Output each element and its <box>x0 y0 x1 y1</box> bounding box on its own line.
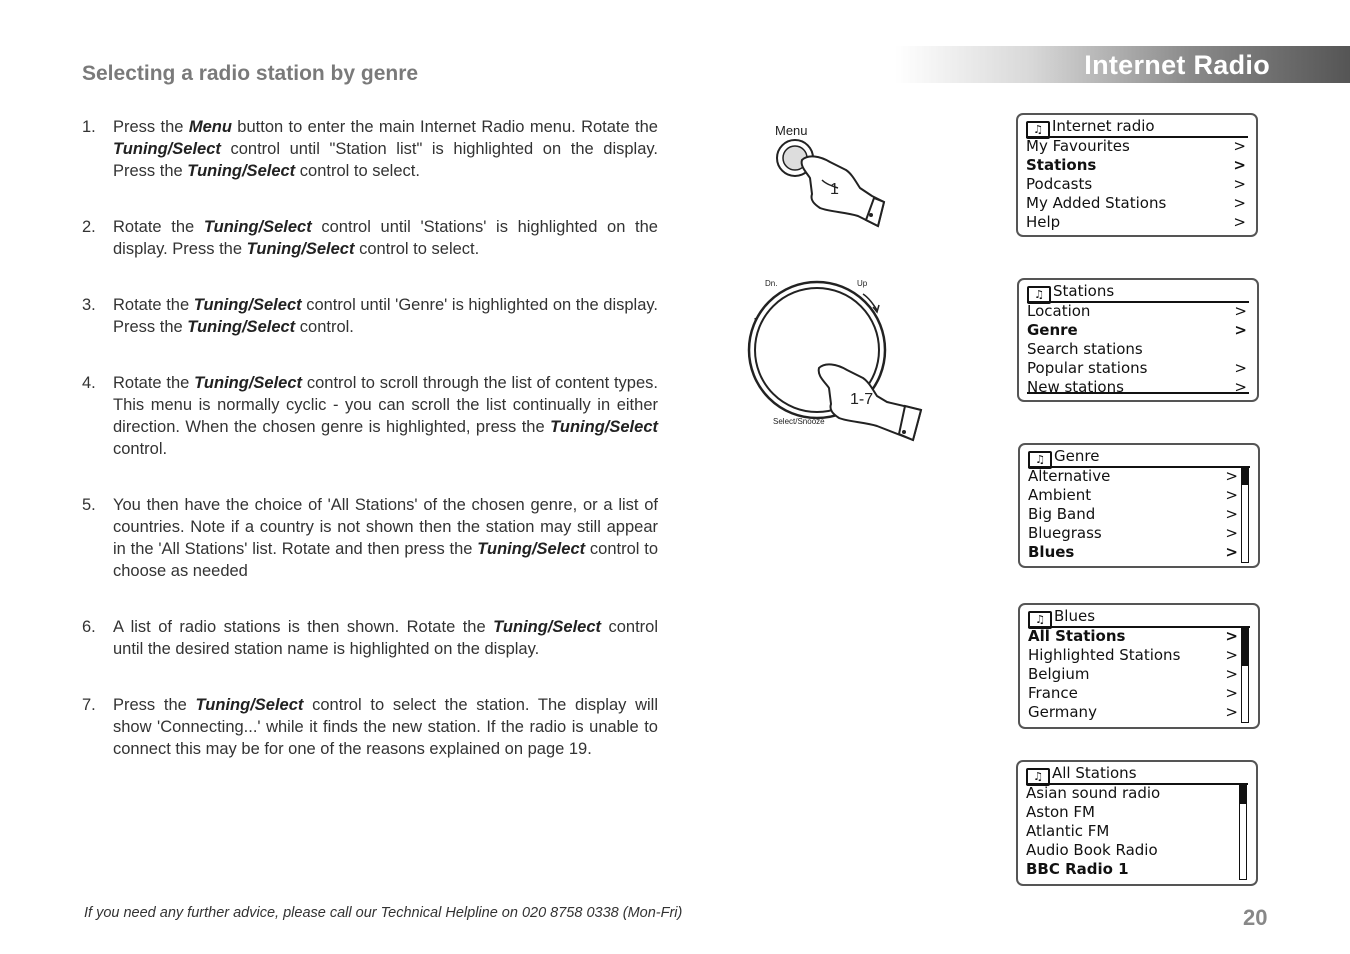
screen-title: ♫ Internet radio <box>1026 116 1248 138</box>
chevron-right-icon: > <box>1225 684 1238 702</box>
screen-menu-item: Popular stations > <box>1027 359 1247 377</box>
keyword: Tuning/Select <box>194 374 303 392</box>
step-5: 5. You then have the choice of 'All Stations' of the chosen genre, or a list of countries. Note if a country is not shown then the station may still appear in the 'All Stations' list. Rotate and then press the Tuning/Select control to choose as needed <box>82 496 658 580</box>
chevron-right-icon: > <box>1234 321 1247 339</box>
chevron-right-icon: > <box>1225 524 1238 542</box>
chevron-right-icon: > <box>1225 486 1238 504</box>
screen-menu-item: New stations > <box>1027 378 1247 396</box>
screen-menu-item: Big Band > <box>1028 505 1238 523</box>
chevron-right-icon: > <box>1233 175 1246 193</box>
keyword: Tuning/Select <box>246 240 355 258</box>
screen-scrollbar <box>1239 784 1247 880</box>
step-2: 2. Rotate the Tuning/Select control until 'Stations' is highlighted on the display. Press the Tuning/Select control to select. <box>82 218 658 258</box>
chevron-right-icon: > <box>1234 302 1247 320</box>
step-number: 4. <box>82 374 96 392</box>
screen-title: ♫ Genre <box>1028 446 1250 468</box>
screen-menu-item: All Stations > <box>1028 627 1238 645</box>
screen-menu-item: Ambient > <box>1028 486 1238 504</box>
tuning-dial-illustration <box>745 274 930 446</box>
keyword: Tuning/Select <box>477 540 586 558</box>
step-1: 1. Press the Menu button to enter the main Internet Radio menu. Rotate the Tuning/Select control until "Station list" is highlighted on the display. Press the Tuning/Select control to select. <box>82 118 658 180</box>
screen-menu <box>1028 627 1238 722</box>
keyword: Menu <box>188 118 232 136</box>
screen-menu-item: Highlighted Stations > <box>1028 646 1238 664</box>
keyword: Tuning/Select <box>193 296 302 314</box>
screen-menu-item: Bluegrass > <box>1028 524 1238 542</box>
screen-menu-item: Atlantic FM <box>1026 822 1110 840</box>
chevron-right-icon: > <box>1225 665 1238 683</box>
screen-divider <box>1027 392 1249 394</box>
screen-menu-item: My Favourites > <box>1026 137 1246 155</box>
step-callout: 1 <box>830 181 839 198</box>
footer-helpline-note: If you need any further advice, please call our Technical Helpline on 020 8758 0338 (Mon-Fri) <box>84 905 683 921</box>
keyword: Tuning/Select <box>187 162 296 180</box>
step-7: 7. Press the Tuning/Select control to select the station. The display will show 'Connecting...' while it finds the new station. If the radio is unable to connect this may be for one of the reasons explained on page 19. <box>82 696 658 758</box>
step-number: 7. <box>82 696 96 714</box>
screen-menu-item: Germany > <box>1028 703 1238 721</box>
screen-menu-item: Help > <box>1026 213 1246 231</box>
lcd-screen-all-stations <box>1016 760 1258 886</box>
header-band <box>895 46 1350 83</box>
screen-menu-item: BBC Radio 1 <box>1026 860 1129 878</box>
screen-scrollbar <box>1241 467 1249 563</box>
dial-up-label: Up <box>857 279 868 288</box>
screen-menu-item: Podcasts > <box>1026 175 1246 193</box>
step-number: 1. <box>82 118 96 136</box>
music-note-icon: ♫ <box>1026 768 1050 786</box>
screen-menu-item: Location > <box>1027 302 1247 320</box>
music-note-icon: ♫ <box>1028 611 1052 629</box>
keyword: Tuning/Select <box>113 140 221 158</box>
menu-button-illustration <box>760 118 900 230</box>
lcd-screen-genre <box>1018 443 1260 568</box>
page-number: 20 <box>1243 905 1268 930</box>
step-number: 3. <box>82 296 96 314</box>
chevron-right-icon: > <box>1233 156 1246 174</box>
screen-menu <box>1026 784 1236 879</box>
screen-menu-item: Genre > <box>1027 321 1247 339</box>
keyword: Tuning/Select <box>203 218 312 236</box>
step-6: 6. A list of radio stations is then shown. Rotate the Tuning/Select control until the desired station name is highlighted on the display. <box>82 618 659 658</box>
chevron-right-icon: > <box>1225 627 1238 645</box>
screen-menu-item: Audio Book Radio <box>1026 841 1158 859</box>
chevron-right-icon: > <box>1225 646 1238 664</box>
step-4: 4. Rotate the Tuning/Select control to scroll through the list of content types. This menu is normally cyclic - you can scroll the list continually in either direction. When the chosen genre is highlighted, press the Tuning/Select control. <box>82 374 658 458</box>
step-number: 6. <box>82 618 96 636</box>
chevron-right-icon: > <box>1225 505 1238 523</box>
step-number: 2. <box>82 218 96 236</box>
chevron-right-icon: > <box>1233 194 1246 212</box>
keyword: Tuning/Select <box>195 696 304 714</box>
lcd-screen-internet-radio <box>1016 113 1258 237</box>
chevron-right-icon: > <box>1234 359 1247 377</box>
steps-list <box>82 116 658 760</box>
screen-menu-item: Belgium > <box>1028 665 1238 683</box>
screen-scrollbar <box>1241 627 1249 723</box>
screen-menu <box>1028 467 1238 562</box>
step-callout: 1-7 <box>850 391 874 408</box>
music-note-icon: ♫ <box>1027 286 1051 304</box>
screen-menu-item: France > <box>1028 684 1238 702</box>
chevron-right-icon: > <box>1225 467 1238 485</box>
header-title: Internet Radio <box>1084 50 1270 80</box>
screen-menu-item: Stations > <box>1026 156 1246 174</box>
lcd-screen-blues <box>1018 603 1260 729</box>
music-note-icon: ♫ <box>1028 451 1052 469</box>
screen-menu-item: Blues > <box>1028 543 1238 561</box>
chevron-right-icon: > <box>1234 378 1247 396</box>
keyword: Tuning/Select <box>493 618 602 636</box>
chevron-right-icon: > <box>1225 703 1238 721</box>
dial-dn-label: Dn. <box>765 279 778 288</box>
screen-title: ♫ Blues <box>1028 606 1250 628</box>
keyword: Tuning/Select <box>550 418 658 436</box>
step-number: 5. <box>82 496 96 514</box>
screen-title: ♫ All Stations <box>1026 763 1248 785</box>
screen-menu <box>1027 302 1247 397</box>
section-title: Selecting a radio station by genre <box>82 62 419 85</box>
screen-menu-item: Asian sound radio <box>1026 784 1161 802</box>
screen-menu-item: Search stations <box>1027 340 1143 358</box>
pointing-hand-icon <box>802 156 884 226</box>
dial-select-label: Select/Snooze <box>773 417 825 426</box>
chevron-right-icon: > <box>1233 137 1246 155</box>
step-3: 3. Rotate the Tuning/Select control until 'Genre' is highlighted on the display. Press the Tuning/Select control. <box>82 296 658 336</box>
screen-title: ♫ Stations <box>1027 281 1249 303</box>
screen-menu <box>1026 137 1246 232</box>
screen-menu-item: My Added Stations > <box>1026 194 1246 212</box>
chevron-right-icon: > <box>1225 543 1238 561</box>
chevron-right-icon: > <box>1233 213 1246 231</box>
screen-menu-item: Alternative > <box>1028 467 1238 485</box>
lcd-screen-stations <box>1017 278 1259 402</box>
music-note-icon: ♫ <box>1026 121 1050 139</box>
menu-button-label: Menu <box>775 123 808 138</box>
keyword: Tuning/Select <box>187 318 296 336</box>
screen-menu-item: Aston FM <box>1026 803 1095 821</box>
